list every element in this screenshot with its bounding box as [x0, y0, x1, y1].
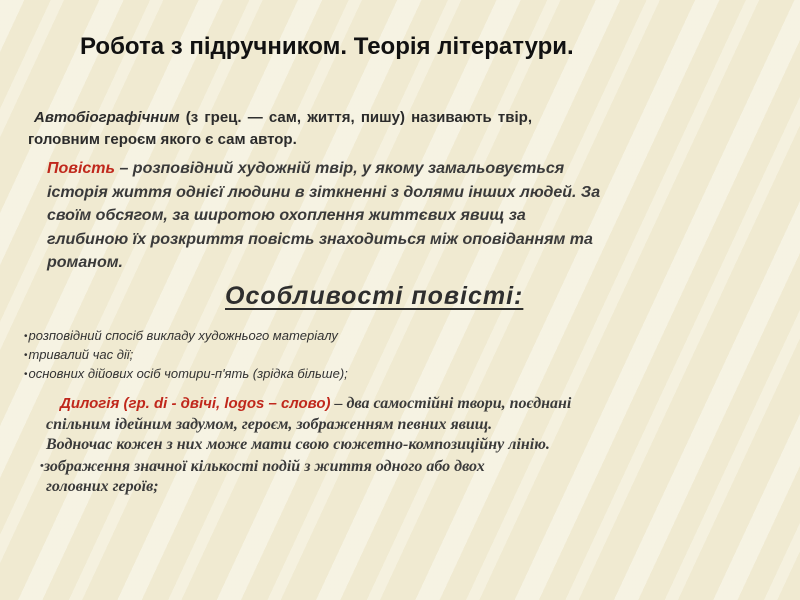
features-list-item: • основних дійових осіб чотири-п'ять (зрідка більше);: [24, 365, 584, 384]
povist-line-1-text: – розповідний художній твір, у якому замальовується: [115, 160, 565, 177]
dilogy-line-4: [40, 456, 780, 478]
autobiography-term: Автобіографічним: [34, 109, 180, 126]
features-heading: Особливості повісті:: [225, 282, 524, 310]
dilogy-line-4-text: зображення значної кількості подій з життя одного або двох: [43, 457, 485, 475]
autobiography-line-1-text: (з грец. — сам, життя, пишу) називають твір,: [179, 109, 532, 126]
povist-definition: [47, 157, 767, 275]
dilogy-line-1-text: – два самостійні твори, поєднані: [330, 395, 572, 412]
dilogy-line-5: головних героїв;: [46, 478, 159, 495]
dilogy-term: Дилогія (гр. di - двічі, logos – слово): [60, 395, 331, 412]
dilogy-definition: [40, 394, 780, 498]
features-list-item: • тривалий час дії;: [24, 346, 584, 365]
bullet-icon: •: [40, 459, 44, 472]
autobiography-line-1: [28, 107, 728, 129]
autobiography-line-2: головним героєм якого є сам автор.: [28, 131, 297, 148]
features-list: [24, 327, 584, 384]
povist-line-2: історія життя однієї людини в зіткненні з долями інших людей. За: [47, 183, 601, 201]
dilogy-line-2: спільним ідейним задумом, героєм, зображенням певних явищ.: [46, 415, 493, 433]
dilogy-line-1: [40, 394, 780, 415]
povist-line-3: своїм обсягом, за широтою охоплення життєвих явищ за: [47, 207, 526, 224]
povist-term: Повість: [47, 160, 116, 177]
autobiography-definition: [28, 107, 728, 151]
povist-line-1: [47, 157, 767, 181]
features-list-item: • розповідний спосіб викладу художнього матеріалу: [24, 327, 584, 346]
povist-line-5: романом.: [47, 254, 123, 271]
slide-title: Робота з підручником. Теорія літератури.: [80, 33, 574, 60]
dilogy-line-3: Водночас кожен з них може мати свою сюжетно-композиційну лінію.: [46, 436, 550, 453]
povist-line-4: глибиною їх розкриття повість знаходиться між оповіданням та: [47, 230, 593, 248]
